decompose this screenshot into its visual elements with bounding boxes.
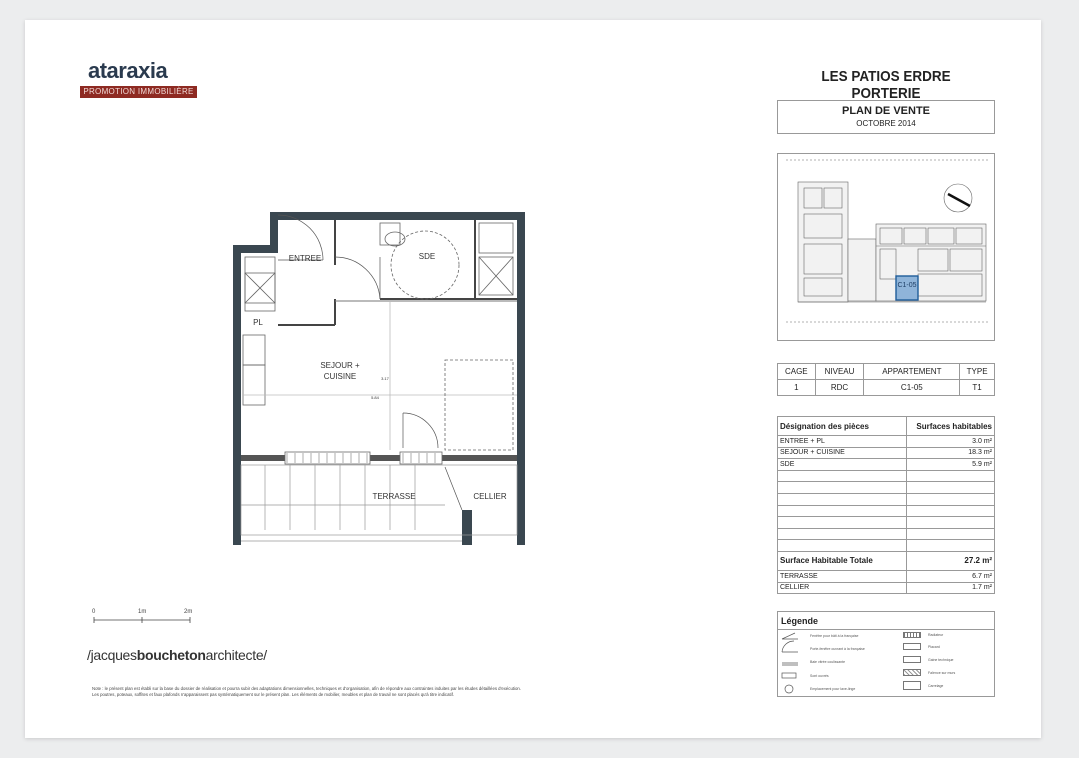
scale-bar-drawing <box>92 605 202 630</box>
tiling-walls-icon <box>903 669 921 676</box>
info-header-cage: CAGE <box>778 364 816 380</box>
legend-item: Baie vitrée coulissante <box>810 660 846 664</box>
site-unit-label: C1-05 <box>897 282 917 289</box>
project-title: LES PATIOS ERDRE PORTERIE <box>821 68 951 102</box>
legend-item: Emplacement pour lave-linge <box>810 687 856 691</box>
legend-item: Carrelage <box>928 684 944 688</box>
info-value-niveau: RDC <box>815 380 864 396</box>
floor-plan-drawing <box>225 205 535 550</box>
plan-title-box <box>777 100 995 134</box>
room-name: SDE <box>778 459 907 471</box>
dim-width: 5.84 <box>371 395 379 400</box>
total-label: Surface Habitable Totale <box>778 551 907 570</box>
legend-item: Placard <box>928 645 940 649</box>
legend-box <box>777 611 995 697</box>
floor-plan <box>225 205 535 550</box>
surfaces-header-area: Surfaces habitables <box>907 417 995 436</box>
table-row <box>778 447 995 459</box>
annex-area: 6.7 m² <box>907 570 995 582</box>
label-terrasse: TERRASSE <box>372 492 416 501</box>
scale-label-2m: 2m <box>184 609 193 615</box>
plan-date: OCTOBRE 2014 <box>856 119 916 128</box>
architect-prefix: /jacques <box>87 647 137 663</box>
legend-item: Faïence sur murs <box>928 671 956 675</box>
architect-suffix: architecte/ <box>205 647 267 663</box>
empty-row <box>778 482 995 494</box>
note-line-2: Les poutres, poteaux, soffites et faux plafonds n'apparaissent pas systématiquement sur le présent plan. Les éléments de mobilier, meubles et plan de travail ne sont placés qu'à titre indicatif. <box>92 692 454 697</box>
scale-label-0: 0 <box>92 609 96 615</box>
label-cellier: CELLIER <box>473 492 507 501</box>
legend-symbols-left <box>781 632 801 696</box>
legend-title: Légende <box>781 616 819 626</box>
label-sejour-2: CUISINE <box>323 372 357 381</box>
legend-item: Radiateur <box>928 633 944 637</box>
room-area: 5.9 m² <box>907 459 995 471</box>
label-sde: SDE <box>418 252 436 261</box>
annex-name: TERRASSE <box>778 570 907 582</box>
annex-name: CELLIER <box>778 582 907 594</box>
annex-area: 1.7 m² <box>907 582 995 594</box>
note-line-1: Note : le présent plan est établi sur la base du dossier de réalisation et pourra subir des adaptations dimensionnelles, techniques et d'organisation, afin de répondre aux contraintes induites par les études détaillées d'exécution. <box>92 686 521 691</box>
empty-row <box>778 493 995 505</box>
legend-item: Porte-fenêtre ouvrant à la française <box>810 647 865 651</box>
info-value-type: T1 <box>960 380 995 396</box>
brand-tagline: PROMOTION IMMOBILIÈRE <box>80 86 197 98</box>
empty-row <box>778 540 995 552</box>
scale-label-1m: 1m <box>138 609 147 615</box>
legend-item: Fenêtre pour bâti à la française <box>810 634 859 638</box>
empty-row <box>778 470 995 482</box>
radiator-icon <box>903 632 921 638</box>
info-header-niveau: NIVEAU <box>815 364 864 380</box>
empty-row <box>778 505 995 517</box>
label-pl: PL <box>253 318 263 327</box>
brand-logo: ataraxia <box>88 58 168 83</box>
site-plan <box>777 153 995 341</box>
info-value-cage: 1 <box>778 380 816 396</box>
table-row <box>778 459 995 471</box>
empty-row <box>778 528 995 540</box>
info-value-appartement: C1-05 <box>864 380 960 396</box>
total-value: 27.2 m² <box>907 551 995 570</box>
label-entree: ENTREE <box>288 254 322 263</box>
scale-bar <box>92 605 202 630</box>
surfaces-table <box>777 416 995 594</box>
closet-icon <box>903 643 921 650</box>
floor-tiling-icon <box>903 681 921 690</box>
label-sejour-1: SEJOUR + <box>320 361 360 370</box>
legend-item: Gaine technique <box>928 658 954 662</box>
site-plan-drawing <box>778 154 994 340</box>
dim-height: 3.17 <box>381 376 389 381</box>
info-header-appartement: APPARTEMENT <box>864 364 960 380</box>
apartment-info-table <box>777 363 995 396</box>
disclaimer-note <box>92 686 692 698</box>
architect-signature <box>87 647 267 663</box>
room-area: 18.3 m² <box>907 447 995 459</box>
empty-row <box>778 517 995 529</box>
technical-shaft-icon <box>903 656 921 663</box>
architect-bold: boucheton <box>136 647 206 663</box>
legend-item: Sont ouvrés <box>810 674 829 678</box>
table-row <box>778 582 995 594</box>
info-header-type: TYPE <box>960 364 995 380</box>
room-name: SEJOUR + CUISINE <box>778 447 907 459</box>
table-row <box>778 436 995 448</box>
surfaces-header-room: Désignation des pièces <box>778 417 907 436</box>
plan-title: PLAN DE VENTE <box>841 105 930 117</box>
room-name: ENTREE + PL <box>778 436 907 448</box>
room-area: 3.0 m² <box>907 436 995 448</box>
table-row <box>778 570 995 582</box>
